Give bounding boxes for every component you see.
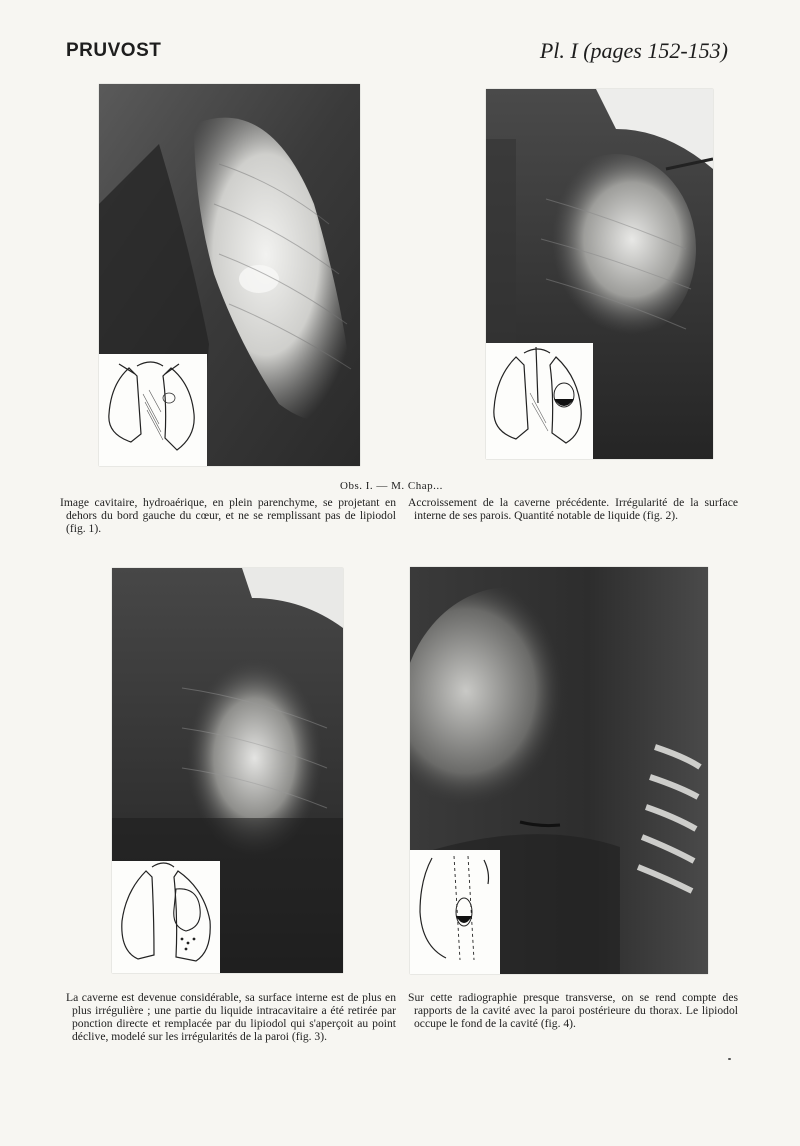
schematic-inset-fig-1: [99, 354, 207, 466]
running-head-author: PRUVOST: [66, 40, 162, 61]
caption-fig-2: Accroissement de la caverne précédente. Irrégularité de la surface interne de ses parois. Quantité notable de liquide (fig. 2).: [408, 496, 738, 522]
schematic-inset-fig-2: [486, 343, 593, 459]
schematic-inset-fig-4: [410, 850, 500, 974]
radiograph-fig-4: [410, 567, 708, 974]
print-speck: [728, 1058, 731, 1060]
radiograph-fig-1: [99, 84, 360, 466]
schematic-inset-fig-3: [112, 861, 220, 973]
caption-fig-3: La caverne est devenue considérable, sa surface interne est de plus en plus irrégulière ; une partie du liquide intracavitaire a été retirée par ponction directe et remplacée par du lipiodol qui s'aperçoit au point déclive, modelé sur les irrégularités de la paroi (fig. 3).: [66, 991, 396, 1043]
radiograph-fig-3: [112, 568, 343, 973]
caption-fig-4: Sur cette radiographie presque transverse, on se rend compte des rapports de la cavité avec la paroi postérieure du thorax. Le lipiodol occupe le fond de la cavité (fig. 4).: [408, 991, 738, 1030]
radiograph-fig-2: [486, 89, 713, 459]
caption-fig-1: Image cavitaire, hydroaérique, en plein parenchyme, se projetant en dehors du bord gauche du cœur, et ne se remplissant pas de lipiodol (fig. 1).: [60, 496, 396, 535]
plate-reference: Pl. I (pages 152-153): [539, 38, 728, 63]
observation-title: Obs. I. — M. Chap...: [340, 480, 443, 492]
